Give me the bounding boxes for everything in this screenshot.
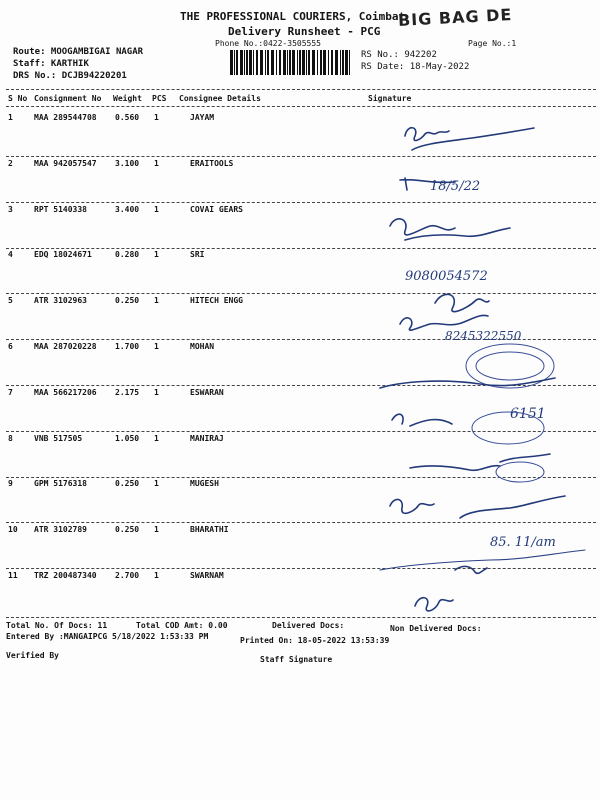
barcode-bar — [260, 50, 263, 75]
barcode-bar — [253, 50, 254, 75]
cell-weight: 1.700 — [115, 342, 140, 351]
cell-consignment: RPT 5140338 — [34, 204, 87, 214]
cell-consignment: ATR 3102963 — [34, 296, 87, 306]
cell-consignee: ESWARAN — [190, 387, 224, 397]
barcode-bar — [292, 50, 295, 75]
barcode-bar — [287, 50, 288, 75]
cell-consignment: MAA 289544708 — [34, 113, 97, 122]
signature-mark-4 — [435, 294, 489, 311]
barcode-bar — [308, 50, 310, 75]
barcode-bar — [289, 50, 291, 75]
barcode-bar — [328, 50, 329, 75]
cell-consignment: MAA 287020228 — [34, 342, 97, 351]
header-bottom-rule — [6, 106, 596, 107]
barcode-bar — [265, 50, 266, 75]
signature-phone-7: 6151 — [510, 406, 546, 422]
cell-pcs: 1 — [154, 204, 159, 214]
cell-pcs: 1 — [154, 342, 159, 351]
cell-sno: 7 — [8, 387, 13, 397]
barcode-bar — [335, 50, 338, 75]
cell-consignee: BHARATHI — [190, 525, 229, 535]
barcode-bar — [249, 50, 252, 75]
cell-pcs: 1 — [154, 387, 159, 397]
barcode-bar — [302, 50, 305, 75]
barcode-bar — [323, 50, 326, 75]
footer-rule — [6, 617, 596, 618]
col-header-weight: Weight — [113, 94, 142, 103]
barcode-bar — [240, 50, 243, 75]
signature-mark-9 — [390, 496, 565, 518]
cell-consignee: COVAI GEARS — [190, 204, 243, 214]
signature-mark-11 — [415, 598, 453, 611]
cell-consignment: TRZ 200487340 — [34, 571, 97, 580]
barcode-bar — [234, 50, 235, 75]
cell-sno: 6 — [8, 342, 13, 351]
cell-weight: 1.050 — [115, 433, 140, 443]
cell-consignment: EDQ 18024671 — [34, 250, 92, 260]
cell-consignee: SRI — [190, 250, 205, 260]
signature-mark-6 — [380, 378, 555, 388]
delivered-docs: Delivered Docs: — [272, 621, 345, 630]
barcode-bar — [246, 50, 248, 75]
barcode-bar — [244, 50, 245, 75]
cell-pcs: 1 — [154, 113, 159, 122]
cell-weight: 2.175 — [115, 387, 140, 397]
barcode-bar — [306, 50, 307, 75]
header-top-rule — [6, 89, 596, 90]
signature-phone-5: 8245322550 — [445, 329, 522, 343]
cell-consignee: ERAITOOLS — [190, 158, 234, 168]
entered-by: Entered By :MANGAIPCG 5/18/2022 1:53:33 PM — [6, 632, 209, 641]
cell-weight: 0.250 — [115, 479, 140, 489]
company-title: THE PROFESSIONAL COURIERS, Coimbat — [180, 10, 406, 23]
barcode-bar — [331, 50, 333, 75]
col-header-pcs: PCS — [152, 94, 167, 103]
cell-consignee: HITECH ENGG — [190, 296, 243, 306]
cell-sno: 4 — [8, 250, 13, 260]
cell-consignment: MAA 942057547 — [34, 158, 97, 168]
drs-number: DRS No.: DCJB94220201 — [13, 71, 127, 81]
staff-label: Staff: KARTHIK — [13, 59, 89, 69]
cell-pcs: 1 — [154, 296, 159, 306]
col-header-consignee: Consignee Details — [179, 94, 261, 103]
barcode-bar — [299, 50, 301, 75]
cell-pcs: 1 — [154, 158, 159, 168]
cell-pcs: 1 — [154, 250, 159, 260]
cell-consignee: MANIRAJ — [190, 433, 224, 443]
cell-sno: 1 — [8, 113, 13, 122]
cell-weight: 3.400 — [115, 204, 140, 214]
total-cod: Total COD Amt: 0.00 — [136, 621, 228, 630]
signature-mark-7 — [392, 414, 452, 426]
cell-weight: 3.100 — [115, 158, 140, 168]
cell-consignment: ATR 3102789 — [34, 525, 87, 535]
runsheet-subtitle: Delivery Runsheet - PCG — [228, 25, 381, 38]
barcode-bar — [256, 50, 258, 75]
barcode-bar — [297, 50, 298, 75]
signature-mark-10 — [455, 566, 487, 573]
cell-weight: 0.560 — [115, 113, 140, 122]
rs-date: RS Date: 18-May-2022 — [361, 62, 470, 72]
signature-phone-4: 9080054572 — [405, 269, 488, 284]
barcode-bar — [279, 50, 281, 75]
cell-pcs: 1 — [154, 479, 159, 489]
verified-by: Verified By — [6, 651, 59, 660]
cell-consignee: MUGESH — [190, 479, 219, 489]
signature-date-2: 18/5/22 — [430, 179, 481, 194]
non-delivered-docs: Non Delivered Docs: — [390, 624, 482, 633]
cell-consignment: GPM 5176318 — [34, 479, 87, 489]
cell-weight: 0.250 — [115, 296, 140, 306]
cell-sno: 9 — [8, 479, 13, 489]
cell-consignee: MOHAN — [190, 342, 215, 351]
signature-mark-8 — [410, 454, 550, 470]
barcode-bar — [342, 50, 344, 75]
big-bag-stamp: BIG BAG DE — [397, 5, 513, 30]
signature-scribbles — [360, 108, 590, 628]
cell-sno: 5 — [8, 296, 13, 306]
barcode-bar — [230, 50, 233, 75]
cell-pcs: 1 — [154, 571, 159, 580]
barcode-bar — [267, 50, 269, 75]
barcode-bar — [345, 50, 348, 75]
page-number: Page No.:1 — [468, 39, 517, 48]
barcode-bar — [312, 50, 315, 75]
printed-on: Printed On: 18-05-2022 13:53:39 — [240, 636, 390, 645]
col-header-sno: S No — [8, 94, 28, 103]
cell-sno: 11 — [8, 571, 18, 580]
barcode-bar — [320, 50, 322, 75]
cell-weight: 0.280 — [115, 250, 140, 260]
signature-mark-3 — [390, 219, 510, 240]
barcode-bar — [340, 50, 341, 75]
staff-signature-label: Staff Signature — [260, 655, 333, 664]
cell-weight: 0.250 — [115, 525, 140, 535]
cell-consignee: SWARNAM — [190, 571, 224, 580]
cell-consignee: JAYAM — [190, 113, 215, 122]
cell-pcs: 1 — [154, 433, 159, 443]
signature-mark-5 — [400, 315, 488, 330]
barcode-bar — [276, 50, 277, 75]
cell-sno: 3 — [8, 204, 13, 214]
barcode-bar — [283, 50, 286, 75]
col-header-consignment: Consignment No — [34, 94, 102, 103]
barcode-bar — [317, 50, 318, 75]
rs-number: RS No.: 942202 — [361, 50, 437, 60]
signature-mark-1 — [405, 128, 449, 141]
barcode-bar — [236, 50, 238, 75]
col-header-signature: Signature — [368, 94, 412, 103]
phone-number: Phone No.:0422-3505555 — [215, 39, 321, 48]
cell-sno: 8 — [8, 433, 13, 443]
barcode-bar — [271, 50, 274, 75]
cell-pcs: 1 — [154, 525, 159, 535]
signature-note-9: 85. 11/am — [490, 535, 556, 550]
cell-sno: 2 — [8, 158, 13, 168]
barcode-bar — [349, 50, 350, 75]
cell-weight: 2.700 — [115, 571, 140, 580]
route-label: Route: MOOGAMBIGAI NAGAR — [13, 47, 144, 57]
cell-sno: 10 — [8, 525, 18, 535]
barcode-icon — [230, 50, 354, 75]
total-docs: Total No. Of Docs: 11 — [6, 621, 108, 630]
signature-mark-1b — [412, 128, 534, 150]
cell-consignment: VNB 517505 — [34, 433, 83, 443]
cell-consignment: MAA 566217206 — [34, 387, 97, 397]
